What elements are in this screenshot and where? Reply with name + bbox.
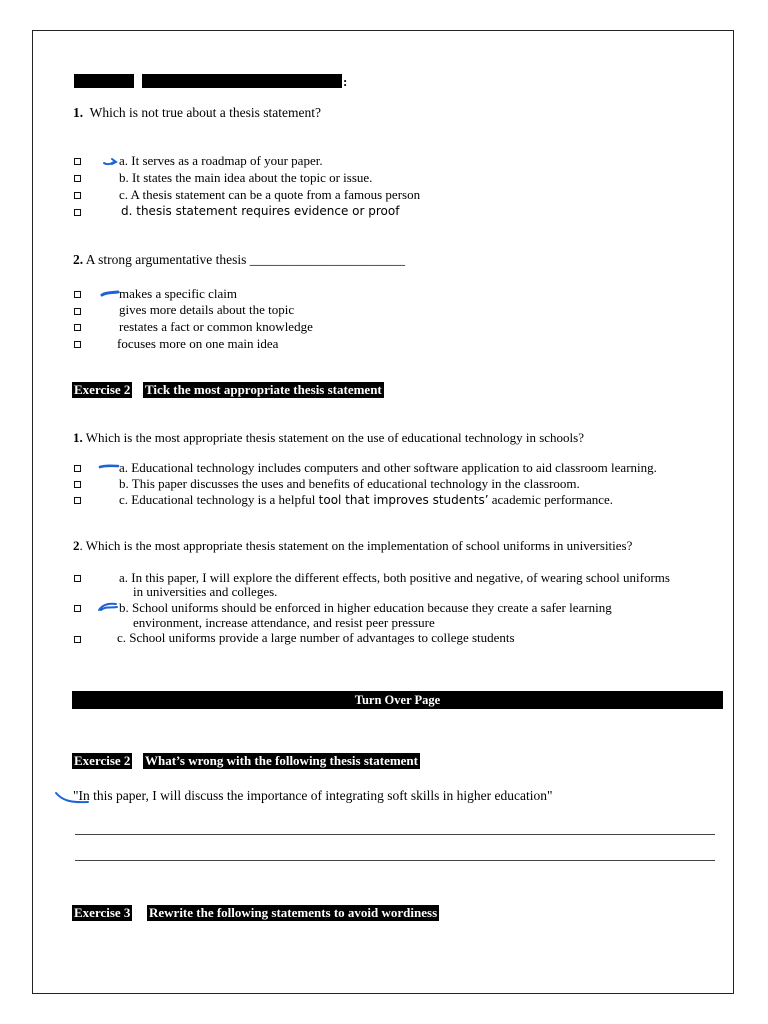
q2-option-3: restates a fact or common knowledge	[119, 319, 313, 334]
checkbox[interactable]	[74, 465, 81, 472]
q2-option-4: focuses more on one main idea	[117, 336, 279, 351]
question-1-number: 1.	[73, 105, 84, 120]
ex2a-q1-option-a: a. Educational technology includes computers and other software application to aid classroom learning.	[119, 460, 657, 475]
answer-line-2[interactable]	[75, 860, 715, 861]
ex2a-q2-option-b-line1: b. School uniforms should be enforced in higher education because they create a safer learning	[119, 600, 612, 615]
ex2a-q1-option-c	[119, 492, 613, 508]
ex2a-q2-option-a-line2: in universities and colleges.	[133, 584, 278, 599]
q1-option-c: c. A thesis statement can be a quote from a famous person	[119, 187, 421, 202]
exercise-3-tag: Exercise 3	[74, 905, 131, 920]
turn-over-banner: Turn Over Page	[72, 691, 723, 709]
exercise-2a-tag: Exercise 2	[74, 382, 131, 397]
exercise-2a-q1-number: 1.	[73, 430, 83, 445]
pen-mark-icon	[102, 155, 120, 167]
checkbox[interactable]	[74, 341, 81, 348]
question-2	[73, 252, 405, 267]
checkbox[interactable]	[74, 481, 81, 488]
redacted-name-block	[74, 74, 134, 88]
checkbox[interactable]	[74, 324, 81, 331]
exercise-2b-tag: Exercise 2	[74, 753, 131, 768]
exercise-3-title: Rewrite the following statements to avoid wordiness	[149, 905, 438, 920]
exercise-2b-title: What’s wrong with the following thesis statement	[145, 753, 418, 768]
checkbox[interactable]	[74, 575, 81, 582]
q2-option-1: makes a specific claim	[119, 286, 238, 301]
checkbox[interactable]	[74, 308, 81, 315]
question-2-text: A strong argumentative thesis _______________________	[85, 252, 405, 267]
q1-option-d: d. thesis statement requires evidence or proof	[121, 204, 400, 218]
checkbox[interactable]	[74, 192, 81, 199]
exercise-2a-question-1	[73, 430, 584, 445]
exercise-2a-q2-text: . Which is the most appropriate thesis statement on the implementation of school uniforms in universities?	[79, 538, 633, 553]
question-1	[73, 105, 321, 120]
ex2a-q1-option-c-part2: tool that improves students’	[318, 493, 489, 507]
question-2-number: 2.	[73, 252, 84, 267]
checkbox[interactable]	[74, 291, 81, 298]
ex2a-q2-option-a-line1: a. In this paper, I will explore the different effects, both positive and negative, of wearing school uniforms	[119, 570, 670, 585]
header-colon: :	[343, 74, 348, 89]
pen-mark-icon	[100, 289, 120, 299]
exercise-2a-q1-text: Which is the most appropriate thesis statement on the use of educational technology in schools?	[85, 430, 584, 445]
redacted-title-block	[142, 74, 342, 88]
q2-option-2: gives more details about the topic	[119, 302, 295, 317]
ex2a-q2-option-c: c. School uniforms provide a large number of advantages to college students	[117, 630, 515, 645]
ex2a-q1-option-c-part3: academic performance.	[488, 492, 614, 507]
checkbox[interactable]	[74, 209, 81, 216]
thesis-statement-quote: "In this paper, I will discuss the importance of integrating soft skills in higher education"	[73, 788, 553, 803]
ex2a-q2-option-b-line2: environment, increase attendance, and resist peer pressure	[133, 615, 435, 630]
checkbox[interactable]	[74, 175, 81, 182]
pen-mark-icon	[97, 600, 121, 614]
ex2a-q1-option-c-part1: c. Educational technology is a helpful	[119, 492, 319, 507]
exercise-2a-title: Tick the most appropriate thesis statement	[145, 382, 382, 397]
ex2a-q1-option-b: b. This paper discusses the uses and benefits of educational technology in the classroom.	[119, 476, 580, 491]
q1-option-a: a. It serves as a roadmap of your paper.	[119, 153, 323, 168]
checkbox[interactable]	[74, 497, 81, 504]
checkbox[interactable]	[74, 158, 81, 165]
exercise-2a-question-2	[73, 538, 632, 553]
exercise-2a-q2-number: 2	[73, 538, 80, 553]
checkbox[interactable]	[74, 605, 81, 612]
pen-mark-icon	[98, 462, 120, 472]
q1-option-b: b. It states the main idea about the topic or issue.	[119, 170, 373, 185]
question-1-text: Which is not true about a thesis statement?	[89, 105, 321, 120]
checkbox[interactable]	[74, 636, 81, 643]
answer-line-1[interactable]	[75, 834, 715, 835]
